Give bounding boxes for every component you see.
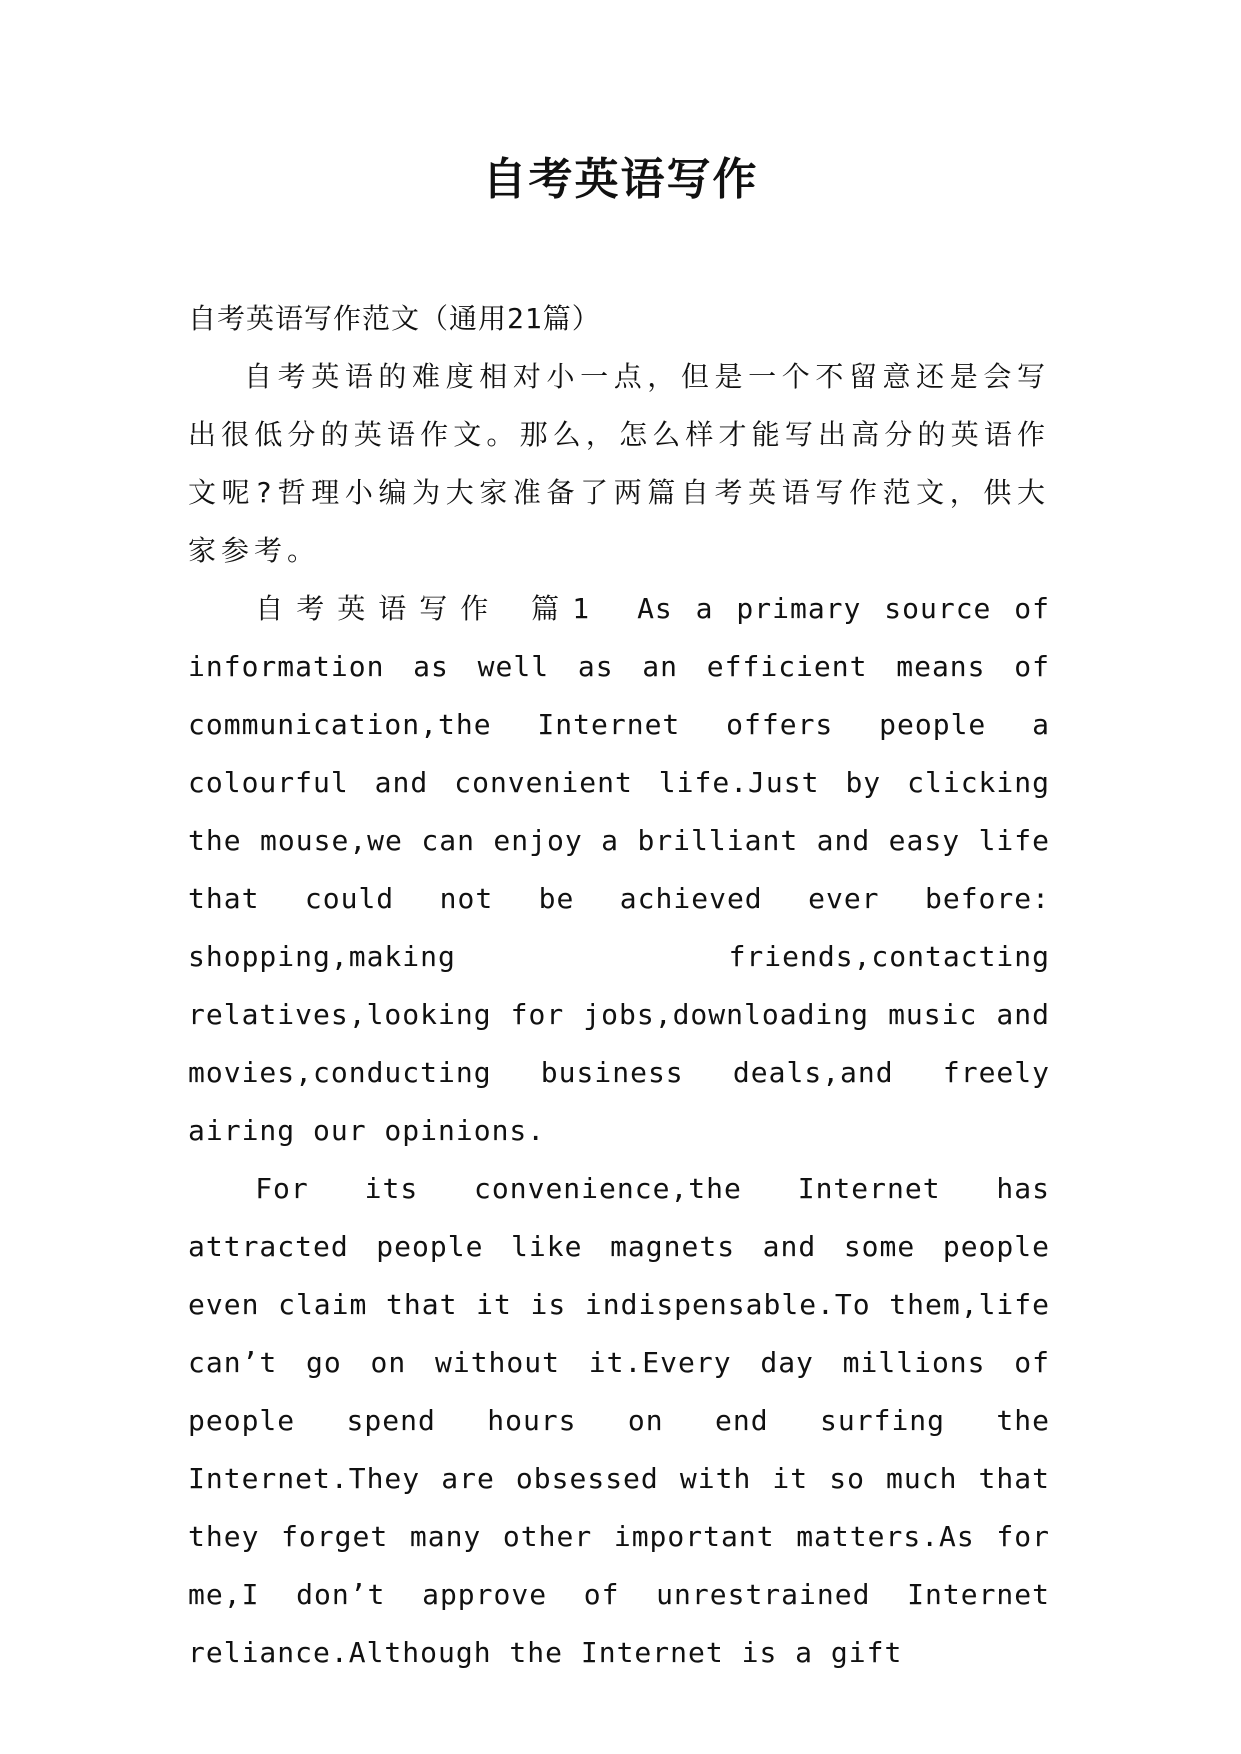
intro-paragraph: 自考英语的难度相对小一点，但是一个不留意还是会写出很低分的英语作文。那么，怎么样才能写出高分的英语作文呢?哲理小编为大家准备了两篇自考英语写作范文，供大家参考。 [188,360,1050,567]
document-subtitle: 自考英语写作范文（通用21篇） [188,302,601,335]
document-title: 自考英语写作 [482,154,759,205]
document-body [188,290,1050,1682]
section-heading: 自考英语写作 篇1 [255,592,598,625]
section1-paragraph-1 [188,580,1050,1160]
section1-paragraph-1-text: As a primary source of information as well as an efficient means of communication,the Internet offers people a colourful and convenient life.Just by clicking the mouse,we can enjoy a brilliant and easy life that could not be achieved ever before: shopping,making friends,contacting relatives,looking for jobs,downloading music and movies,conducting business deals,and freely airing our opinions. [188,592,1050,1147]
section1-paragraph-2: For its convenience,the Internet has attracted people like magnets and some people even claim that it is indispensable.To them,life can’t go on without it.Every day millions of people spend hours on end surfing the Internet.They are obsessed with it so much that they forget many other important matters.As for me,I don’t approve of unrestrained Internet reliance.Although the Internet is a gift [188,1172,1050,1669]
